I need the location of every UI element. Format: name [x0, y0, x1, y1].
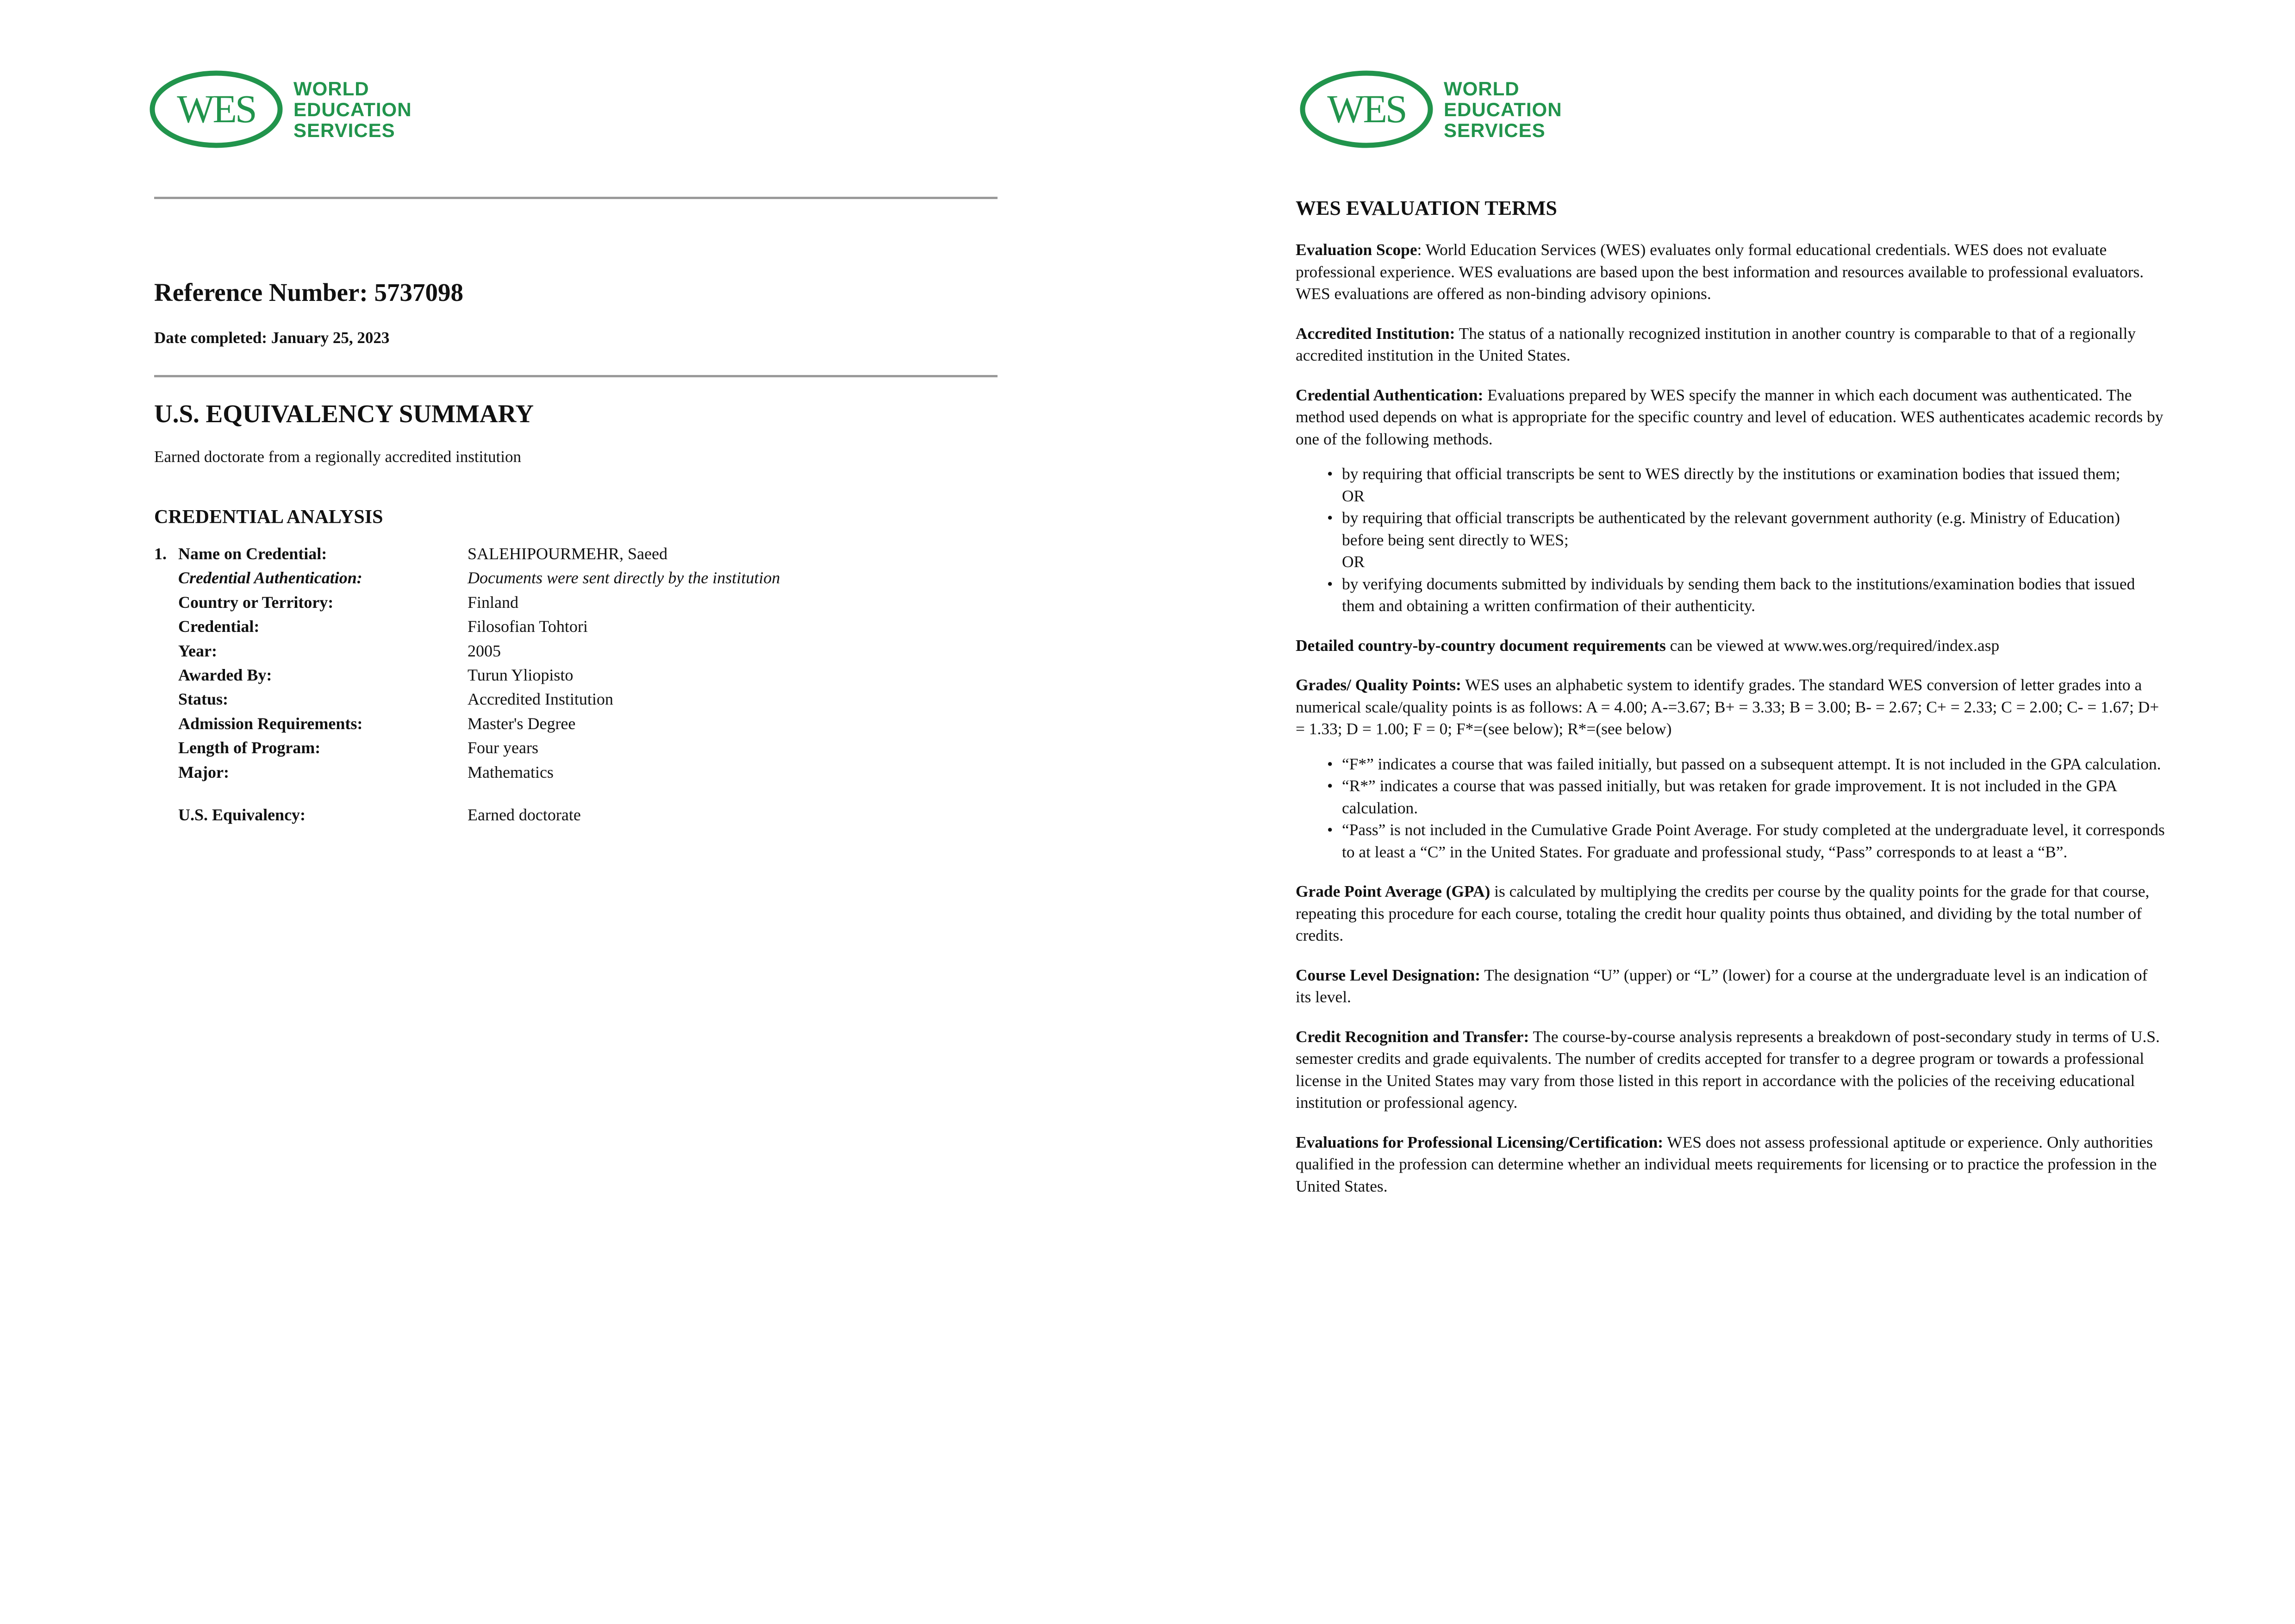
term-text: The designation “U” (upper) or “L” (lower) for a course at the undergraduate level is an indication of its level.	[1296, 965, 2148, 1006]
wes-wordmark	[293, 78, 412, 141]
or-separator: OR	[1342, 552, 1365, 571]
credential-label: Major:	[178, 762, 229, 781]
term-text: WES does not assess professional aptitude or experience. Only authorities qualified in the profession can determine whether an individual meets requirements for licensing or to practice the profession in the United States.	[1296, 1132, 2157, 1195]
us-equivalency-value: Earned doctorate	[468, 805, 581, 824]
credential-value: Four years	[468, 738, 538, 757]
credential-row	[154, 736, 780, 760]
equivalency-summary-text: Earned doctorate from a regionally accredited institution	[154, 448, 522, 466]
wordmark-line-1: WORLD	[1444, 77, 1520, 100]
term-text: : World Education Services (WES) evaluates only formal educational credentials. WES does not evaluate professional experience. WES evaluations are based upon the best information and resources available to professional evaluators. WES evaluations are offered as non-binding advisory opinions.	[1296, 240, 2144, 303]
list-item: • by requiring that official transcripts be sent to WES directly by the institutions or examination bodies that issued them; OR	[1342, 463, 2166, 507]
term-label: Grade Point Average (GPA)	[1296, 882, 1491, 900]
term-text: is calculated by multiplying the credits per course by the quality points for the grade for that course, repeating this procedure for each course, totaling the credit hour quality points thus obtained, and dividing by the total number of credits.	[1296, 882, 2150, 944]
top-divider	[154, 197, 998, 199]
credential-label: Length of Program:	[178, 738, 321, 757]
credential-row	[154, 712, 780, 736]
us-equivalency-row	[154, 803, 780, 827]
credential-row	[154, 760, 780, 784]
grade-notes-list	[1296, 753, 2166, 863]
term-label: Credit Recognition and Transfer:	[1296, 1027, 1529, 1046]
term-text: The course-by-course analysis represents a breakdown of post-secondary study in terms of U.S. semester credits and grade equivalents. The number of credits accepted for transfer to a degree program or towards a professional license in the United States may vary from those listed in this report in accordance with the policies of the receiving educational institution or professional agency.	[1296, 1027, 2160, 1112]
credential-value: Finland	[468, 593, 519, 612]
term-text: can be viewed at www.wes.org/required/index.asp	[1665, 636, 2000, 655]
wordmark-line-3: SERVICES	[293, 119, 395, 141]
credential-number: 1.	[154, 544, 167, 563]
date-completed: Date completed: January 25, 2023	[154, 329, 390, 347]
or-separator: OR	[1342, 486, 1365, 505]
wes-logo	[1299, 69, 1562, 149]
term-label: Detailed country-by-country document requirements	[1296, 636, 1666, 655]
credential-label: Status:	[178, 690, 229, 709]
evaluation-terms	[1296, 194, 2166, 1215]
credential-row	[154, 687, 780, 711]
credential-row	[154, 542, 780, 566]
term-gpa	[1296, 881, 2166, 947]
credential-label: Credential Authentication:	[178, 568, 362, 587]
term-credit-transfer	[1296, 1026, 2166, 1114]
credential-value: Turun Yliopisto	[468, 665, 574, 684]
term-label: Accredited Institution:	[1296, 324, 1455, 343]
wordmark-line-3: SERVICES	[1444, 119, 1546, 141]
credential-row	[154, 639, 780, 663]
credential-table	[154, 542, 780, 827]
term-label: Evaluations for Professional Licensing/Certification:	[1296, 1132, 1663, 1151]
credential-value: Accredited Institution	[468, 690, 613, 709]
credential-label: Name on Credential:	[178, 544, 327, 563]
list-item: • “R*” indicates a course that was passed initially, but was retaken for grade improvement. It is not included in the GPA calculation.	[1342, 775, 2166, 819]
wes-oval-text: WES	[1327, 87, 1406, 131]
wes-logo	[149, 69, 412, 149]
credential-row	[154, 663, 780, 687]
list-item: • “Pass” is not included in the Cumulative Grade Point Average. For study completed at the undergraduate level, it corresponds to at least a “C” in the United States. For graduate and professional study, “Pass” corresponds to at least a “B”.	[1342, 819, 2166, 863]
wes-wordmark	[1444, 78, 1562, 141]
term-grades-quality-points	[1296, 674, 2166, 740]
us-equivalency-label: U.S. Equivalency:	[178, 805, 306, 824]
credential-value: Documents were sent directly by the institution	[468, 568, 780, 587]
credential-analysis-title: CREDENTIAL ANALYSIS	[154, 506, 383, 528]
list-item: • by requiring that official transcripts be authenticated by the relevant government authority (e.g. Ministry of Education) before being sent directly to WES; OR	[1342, 507, 2166, 573]
term-course-level	[1296, 964, 2166, 1008]
credential-value: Mathematics	[468, 762, 554, 781]
credential-value: Filosofian Tohtori	[468, 617, 588, 636]
term-text: The status of a nationally recognized institution in another country is comparable to that of a regionally accredited institution in the United States.	[1296, 324, 2136, 364]
term-evaluation-scope	[1296, 239, 2166, 305]
equivalency-summary-title: U.S. EQUIVALENCY SUMMARY	[154, 400, 534, 428]
term-label: Credential Authentication:	[1296, 385, 1484, 404]
term-accredited-institution	[1296, 323, 2166, 367]
term-document-requirements	[1296, 635, 2166, 657]
credential-row	[154, 566, 780, 590]
summary-divider	[154, 375, 998, 377]
credential-label: Credential:	[178, 617, 260, 636]
term-label: Course Level Designation:	[1296, 965, 1481, 984]
terms-title: WES EVALUATION TERMS	[1296, 197, 1557, 219]
authentication-methods-list	[1296, 463, 2166, 617]
wordmark-line-2: EDUCATION	[293, 98, 412, 120]
credential-row	[154, 590, 780, 614]
term-credential-authentication	[1296, 384, 2166, 450]
term-text: Evaluations prepared by WES specify the manner in which each document was authenticated. The method used depends on what is appropriate for the specific country and level of education. WES authenticates academic records by one of the following methods.	[1296, 385, 2164, 448]
list-item: • by verifying documents submitted by individuals by sending them back to the institutions/examination bodies that issued them and obtaining a written confirmation of their authenticity.	[1342, 573, 2166, 617]
credential-label: Admission Requirements:	[178, 714, 363, 733]
credential-label: Country or Territory:	[178, 593, 334, 612]
credential-value: Master's Degree	[468, 714, 576, 733]
term-label: Evaluation Scope	[1296, 240, 1417, 259]
wordmark-line-2: EDUCATION	[1444, 98, 1562, 120]
credential-label: Awarded By:	[178, 665, 272, 684]
term-label: Grades/ Quality Points:	[1296, 675, 1461, 694]
wordmark-line-1: WORLD	[293, 77, 369, 100]
list-item: • “F*” indicates a course that was failed initially, but passed on a subsequent attempt. It is not included in the GPA calculation.	[1342, 753, 2166, 775]
wes-oval-icon	[1299, 69, 1434, 149]
term-professional-licensing	[1296, 1131, 2166, 1198]
credential-value: SALEHIPOURMEHR, Saeed	[468, 544, 667, 563]
term-text: WES uses an alphabetic system to identify grades. The standard WES conversion of letter grades into a numerical scale/quality points is as follows: A = 4.00; A-=3.67; B+ = 3.33; B = 3.00; B- = 2.67; C+ = 2.33; C = 2.00; C- = 1.67; D+ = 1.33; D = 1.00; F = 0; F*=(see below); R*=(see below)	[1296, 675, 2159, 738]
credential-value: 2005	[468, 641, 501, 660]
wes-oval-icon	[149, 69, 283, 149]
reference-number: Reference Number: 5737098	[154, 278, 463, 306]
wes-oval-text: WES	[177, 87, 256, 131]
credential-label: Year:	[178, 641, 217, 660]
credential-row	[154, 614, 780, 638]
